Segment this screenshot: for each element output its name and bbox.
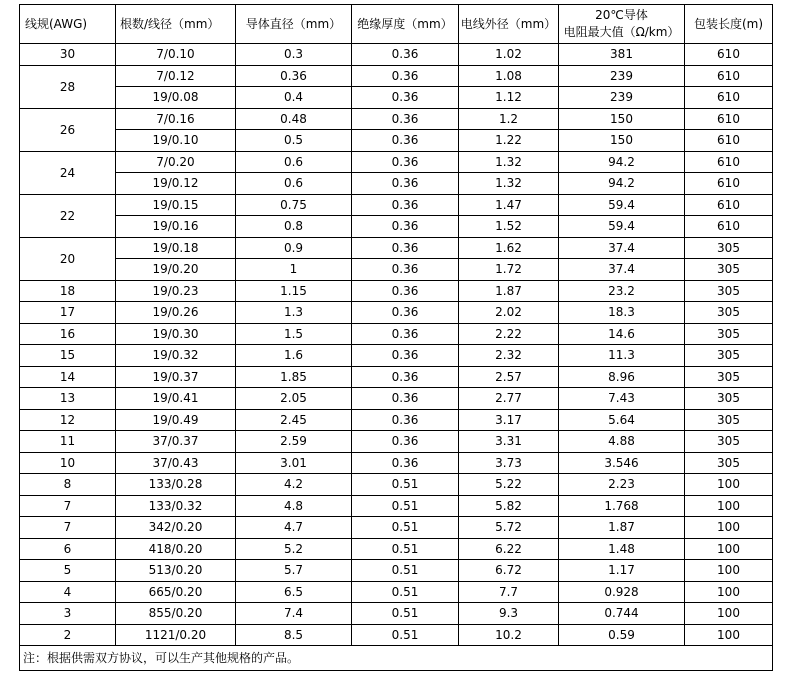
- table-row: [20, 173, 773, 195]
- conductor-diameter-cell: 0.8: [236, 216, 352, 238]
- strands-cell: 19/0.16: [116, 216, 236, 238]
- insulation-thickness-cell: 0.36: [352, 259, 459, 281]
- conductor-diameter-cell: 0.4: [236, 87, 352, 109]
- conductor-diameter-cell: 2.05: [236, 388, 352, 410]
- awg-cell: 5: [20, 560, 116, 582]
- wire-spec-table: [19, 4, 773, 671]
- resistance-cell: 37.4: [559, 237, 685, 259]
- insulation-thickness-cell: 0.36: [352, 65, 459, 87]
- strands-cell: 19/0.12: [116, 173, 236, 195]
- insulation-thickness-cell: 0.36: [352, 366, 459, 388]
- outer-diameter-cell: 2.32: [459, 345, 559, 367]
- outer-diameter-cell: 1.02: [459, 44, 559, 66]
- strands-cell: 665/0.20: [116, 581, 236, 603]
- strands-cell: 7/0.10: [116, 44, 236, 66]
- outer-diameter-cell: 9.3: [459, 603, 559, 625]
- conductor-diameter-cell: 1.5: [236, 323, 352, 345]
- insulation-thickness-cell: 0.36: [352, 151, 459, 173]
- conductor-diameter-cell: 0.48: [236, 108, 352, 130]
- awg-cell: 24: [20, 151, 116, 194]
- header-awg: 线规(AWG): [20, 5, 116, 44]
- package-length-cell: 610: [685, 65, 773, 87]
- insulation-thickness-cell: 0.36: [352, 452, 459, 474]
- conductor-diameter-cell: 1.15: [236, 280, 352, 302]
- outer-diameter-cell: 5.82: [459, 495, 559, 517]
- insulation-thickness-cell: 0.51: [352, 538, 459, 560]
- insulation-thickness-cell: 0.36: [352, 323, 459, 345]
- resistance-cell: 94.2: [559, 173, 685, 195]
- outer-diameter-cell: 3.73: [459, 452, 559, 474]
- package-length-cell: 305: [685, 237, 773, 259]
- strands-cell: 37/0.37: [116, 431, 236, 453]
- conductor-diameter-cell: 5.7: [236, 560, 352, 582]
- resistance-cell: 0.928: [559, 581, 685, 603]
- outer-diameter-cell: 1.62: [459, 237, 559, 259]
- resistance-cell: 2.23: [559, 474, 685, 496]
- conductor-diameter-cell: 2.59: [236, 431, 352, 453]
- conductor-diameter-cell: 8.5: [236, 624, 352, 646]
- resistance-cell: 1.48: [559, 538, 685, 560]
- awg-cell: 18: [20, 280, 116, 302]
- resistance-cell: 150: [559, 130, 685, 152]
- table-row: [20, 495, 773, 517]
- resistance-cell: 1.87: [559, 517, 685, 539]
- table-row: [20, 44, 773, 66]
- resistance-cell: 94.2: [559, 151, 685, 173]
- package-length-cell: 610: [685, 151, 773, 173]
- strands-cell: 37/0.43: [116, 452, 236, 474]
- package-length-cell: 305: [685, 366, 773, 388]
- table-row: [20, 452, 773, 474]
- insulation-thickness-cell: 0.51: [352, 474, 459, 496]
- conductor-diameter-cell: 0.3: [236, 44, 352, 66]
- table-row: [20, 603, 773, 625]
- package-length-cell: 610: [685, 173, 773, 195]
- strands-cell: 7/0.16: [116, 108, 236, 130]
- awg-cell: 7: [20, 495, 116, 517]
- insulation-thickness-cell: 0.51: [352, 624, 459, 646]
- package-length-cell: 100: [685, 495, 773, 517]
- conductor-diameter-cell: 0.6: [236, 151, 352, 173]
- resistance-cell: 0.744: [559, 603, 685, 625]
- table-row: [20, 259, 773, 281]
- resistance-cell: 37.4: [559, 259, 685, 281]
- conductor-diameter-cell: 0.75: [236, 194, 352, 216]
- strands-cell: 19/0.15: [116, 194, 236, 216]
- table-row: [20, 108, 773, 130]
- conductor-diameter-cell: 1.6: [236, 345, 352, 367]
- awg-cell: 2: [20, 624, 116, 646]
- resistance-cell: 1.768: [559, 495, 685, 517]
- strands-cell: 418/0.20: [116, 538, 236, 560]
- conductor-diameter-cell: 5.2: [236, 538, 352, 560]
- outer-diameter-cell: 6.72: [459, 560, 559, 582]
- package-length-cell: 305: [685, 431, 773, 453]
- awg-cell: 20: [20, 237, 116, 280]
- insulation-thickness-cell: 0.36: [352, 302, 459, 324]
- package-length-cell: 305: [685, 409, 773, 431]
- resistance-cell: 23.2: [559, 280, 685, 302]
- resistance-cell: 239: [559, 65, 685, 87]
- outer-diameter-cell: 1.12: [459, 87, 559, 109]
- package-length-cell: 100: [685, 581, 773, 603]
- package-length-cell: 610: [685, 108, 773, 130]
- insulation-thickness-cell: 0.36: [352, 173, 459, 195]
- header-resistance: [559, 5, 685, 44]
- strands-cell: 19/0.32: [116, 345, 236, 367]
- resistance-cell: 18.3: [559, 302, 685, 324]
- awg-cell: 26: [20, 108, 116, 151]
- resistance-cell: 11.3: [559, 345, 685, 367]
- awg-cell: 3: [20, 603, 116, 625]
- package-length-cell: 610: [685, 130, 773, 152]
- awg-cell: 10: [20, 452, 116, 474]
- outer-diameter-cell: 1.52: [459, 216, 559, 238]
- header-insulation-thickness: 绝缘厚度（mm）: [352, 5, 459, 44]
- strands-cell: 19/0.23: [116, 280, 236, 302]
- awg-cell: 11: [20, 431, 116, 453]
- header-conductor-diameter: 导体直径（mm）: [236, 5, 352, 44]
- strands-cell: 133/0.28: [116, 474, 236, 496]
- strands-cell: 19/0.37: [116, 366, 236, 388]
- conductor-diameter-cell: 7.4: [236, 603, 352, 625]
- package-length-cell: 305: [685, 259, 773, 281]
- conductor-diameter-cell: 0.6: [236, 173, 352, 195]
- strands-cell: 19/0.30: [116, 323, 236, 345]
- outer-diameter-cell: 2.77: [459, 388, 559, 410]
- strands-cell: 19/0.08: [116, 87, 236, 109]
- resistance-cell: 7.43: [559, 388, 685, 410]
- insulation-thickness-cell: 0.36: [352, 431, 459, 453]
- conductor-diameter-cell: 4.7: [236, 517, 352, 539]
- insulation-thickness-cell: 0.36: [352, 409, 459, 431]
- note-row: [20, 646, 773, 671]
- package-length-cell: 100: [685, 517, 773, 539]
- header-strands: 根数/线径（mm）: [116, 5, 236, 44]
- resistance-cell: 4.88: [559, 431, 685, 453]
- resistance-cell: 381: [559, 44, 685, 66]
- table-body: [20, 44, 773, 646]
- table-row: [20, 581, 773, 603]
- resistance-cell: 8.96: [559, 366, 685, 388]
- header-outer-diameter: 电线外径（mm）: [459, 5, 559, 44]
- table-row: [20, 151, 773, 173]
- outer-diameter-cell: 1.47: [459, 194, 559, 216]
- header-resistance-line1: 20℃导体: [595, 8, 648, 22]
- awg-cell: 7: [20, 517, 116, 539]
- conductor-diameter-cell: 1.85: [236, 366, 352, 388]
- package-length-cell: 305: [685, 345, 773, 367]
- outer-diameter-cell: 1.32: [459, 173, 559, 195]
- outer-diameter-cell: 1.32: [459, 151, 559, 173]
- awg-cell: 22: [20, 194, 116, 237]
- note-text: 注：根据供需双方协议，可以生产其他规格的产品。: [20, 646, 773, 671]
- package-length-cell: 100: [685, 538, 773, 560]
- package-length-cell: 610: [685, 194, 773, 216]
- resistance-cell: 5.64: [559, 409, 685, 431]
- resistance-cell: 0.59: [559, 624, 685, 646]
- insulation-thickness-cell: 0.36: [352, 280, 459, 302]
- conductor-diameter-cell: 1: [236, 259, 352, 281]
- conductor-diameter-cell: 0.9: [236, 237, 352, 259]
- table-row: [20, 624, 773, 646]
- conductor-diameter-cell: 4.2: [236, 474, 352, 496]
- package-length-cell: 610: [685, 216, 773, 238]
- outer-diameter-cell: 5.72: [459, 517, 559, 539]
- table-row: [20, 65, 773, 87]
- table-row: [20, 560, 773, 582]
- package-length-cell: 305: [685, 388, 773, 410]
- strands-cell: 7/0.12: [116, 65, 236, 87]
- table-row: [20, 237, 773, 259]
- table-row: [20, 388, 773, 410]
- package-length-cell: 100: [685, 624, 773, 646]
- strands-cell: 19/0.10: [116, 130, 236, 152]
- outer-diameter-cell: 7.7: [459, 581, 559, 603]
- resistance-cell: 3.546: [559, 452, 685, 474]
- table-row: [20, 517, 773, 539]
- package-length-cell: 305: [685, 280, 773, 302]
- insulation-thickness-cell: 0.36: [352, 44, 459, 66]
- package-length-cell: 305: [685, 452, 773, 474]
- strands-cell: 1121/0.20: [116, 624, 236, 646]
- awg-cell: 6: [20, 538, 116, 560]
- awg-cell: 30: [20, 44, 116, 66]
- strands-cell: 7/0.20: [116, 151, 236, 173]
- insulation-thickness-cell: 0.36: [352, 130, 459, 152]
- outer-diameter-cell: 1.22: [459, 130, 559, 152]
- table-row: [20, 431, 773, 453]
- insulation-thickness-cell: 0.36: [352, 388, 459, 410]
- awg-cell: 13: [20, 388, 116, 410]
- table-row: [20, 474, 773, 496]
- outer-diameter-cell: 3.17: [459, 409, 559, 431]
- insulation-thickness-cell: 0.36: [352, 108, 459, 130]
- strands-cell: 19/0.18: [116, 237, 236, 259]
- awg-cell: 12: [20, 409, 116, 431]
- insulation-thickness-cell: 0.51: [352, 581, 459, 603]
- conductor-diameter-cell: 3.01: [236, 452, 352, 474]
- table-row: [20, 366, 773, 388]
- outer-diameter-cell: 1.87: [459, 280, 559, 302]
- outer-diameter-cell: 1.2: [459, 108, 559, 130]
- strands-cell: 19/0.49: [116, 409, 236, 431]
- strands-cell: 855/0.20: [116, 603, 236, 625]
- strands-cell: 342/0.20: [116, 517, 236, 539]
- table-row: [20, 87, 773, 109]
- insulation-thickness-cell: 0.51: [352, 560, 459, 582]
- table-row: [20, 409, 773, 431]
- insulation-thickness-cell: 0.36: [352, 345, 459, 367]
- resistance-cell: 59.4: [559, 216, 685, 238]
- package-length-cell: 100: [685, 603, 773, 625]
- header-resistance-line2: 电阻最大值（Ω/km）: [563, 25, 680, 39]
- header-package-length: 包装长度(m): [685, 5, 773, 44]
- strands-cell: 133/0.32: [116, 495, 236, 517]
- package-length-cell: 610: [685, 87, 773, 109]
- outer-diameter-cell: 2.02: [459, 302, 559, 324]
- conductor-diameter-cell: 6.5: [236, 581, 352, 603]
- table-row: [20, 345, 773, 367]
- awg-cell: 8: [20, 474, 116, 496]
- package-length-cell: 100: [685, 560, 773, 582]
- conductor-diameter-cell: 0.5: [236, 130, 352, 152]
- outer-diameter-cell: 1.08: [459, 65, 559, 87]
- package-length-cell: 305: [685, 302, 773, 324]
- table-row: [20, 194, 773, 216]
- outer-diameter-cell: 3.31: [459, 431, 559, 453]
- outer-diameter-cell: 5.22: [459, 474, 559, 496]
- conductor-diameter-cell: 4.8: [236, 495, 352, 517]
- strands-cell: 19/0.20: [116, 259, 236, 281]
- outer-diameter-cell: 2.22: [459, 323, 559, 345]
- insulation-thickness-cell: 0.51: [352, 495, 459, 517]
- awg-cell: 16: [20, 323, 116, 345]
- strands-cell: 513/0.20: [116, 560, 236, 582]
- awg-cell: 14: [20, 366, 116, 388]
- insulation-thickness-cell: 0.51: [352, 603, 459, 625]
- conductor-diameter-cell: 2.45: [236, 409, 352, 431]
- strands-cell: 19/0.26: [116, 302, 236, 324]
- insulation-thickness-cell: 0.36: [352, 194, 459, 216]
- resistance-cell: 150: [559, 108, 685, 130]
- awg-cell: 4: [20, 581, 116, 603]
- package-length-cell: 305: [685, 323, 773, 345]
- strands-cell: 19/0.41: [116, 388, 236, 410]
- outer-diameter-cell: 1.72: [459, 259, 559, 281]
- table-row: [20, 130, 773, 152]
- table-row: [20, 280, 773, 302]
- table-row: [20, 323, 773, 345]
- table-row: [20, 538, 773, 560]
- resistance-cell: 14.6: [559, 323, 685, 345]
- conductor-diameter-cell: 0.36: [236, 65, 352, 87]
- package-length-cell: 610: [685, 44, 773, 66]
- insulation-thickness-cell: 0.36: [352, 216, 459, 238]
- resistance-cell: 239: [559, 87, 685, 109]
- table-row: [20, 302, 773, 324]
- conductor-diameter-cell: 1.3: [236, 302, 352, 324]
- table-row: [20, 216, 773, 238]
- outer-diameter-cell: 2.57: [459, 366, 559, 388]
- header-row: [20, 5, 773, 44]
- package-length-cell: 100: [685, 474, 773, 496]
- awg-cell: 28: [20, 65, 116, 108]
- insulation-thickness-cell: 0.36: [352, 237, 459, 259]
- awg-cell: 17: [20, 302, 116, 324]
- resistance-cell: 59.4: [559, 194, 685, 216]
- outer-diameter-cell: 10.2: [459, 624, 559, 646]
- outer-diameter-cell: 6.22: [459, 538, 559, 560]
- insulation-thickness-cell: 0.36: [352, 87, 459, 109]
- insulation-thickness-cell: 0.51: [352, 517, 459, 539]
- resistance-cell: 1.17: [559, 560, 685, 582]
- awg-cell: 15: [20, 345, 116, 367]
